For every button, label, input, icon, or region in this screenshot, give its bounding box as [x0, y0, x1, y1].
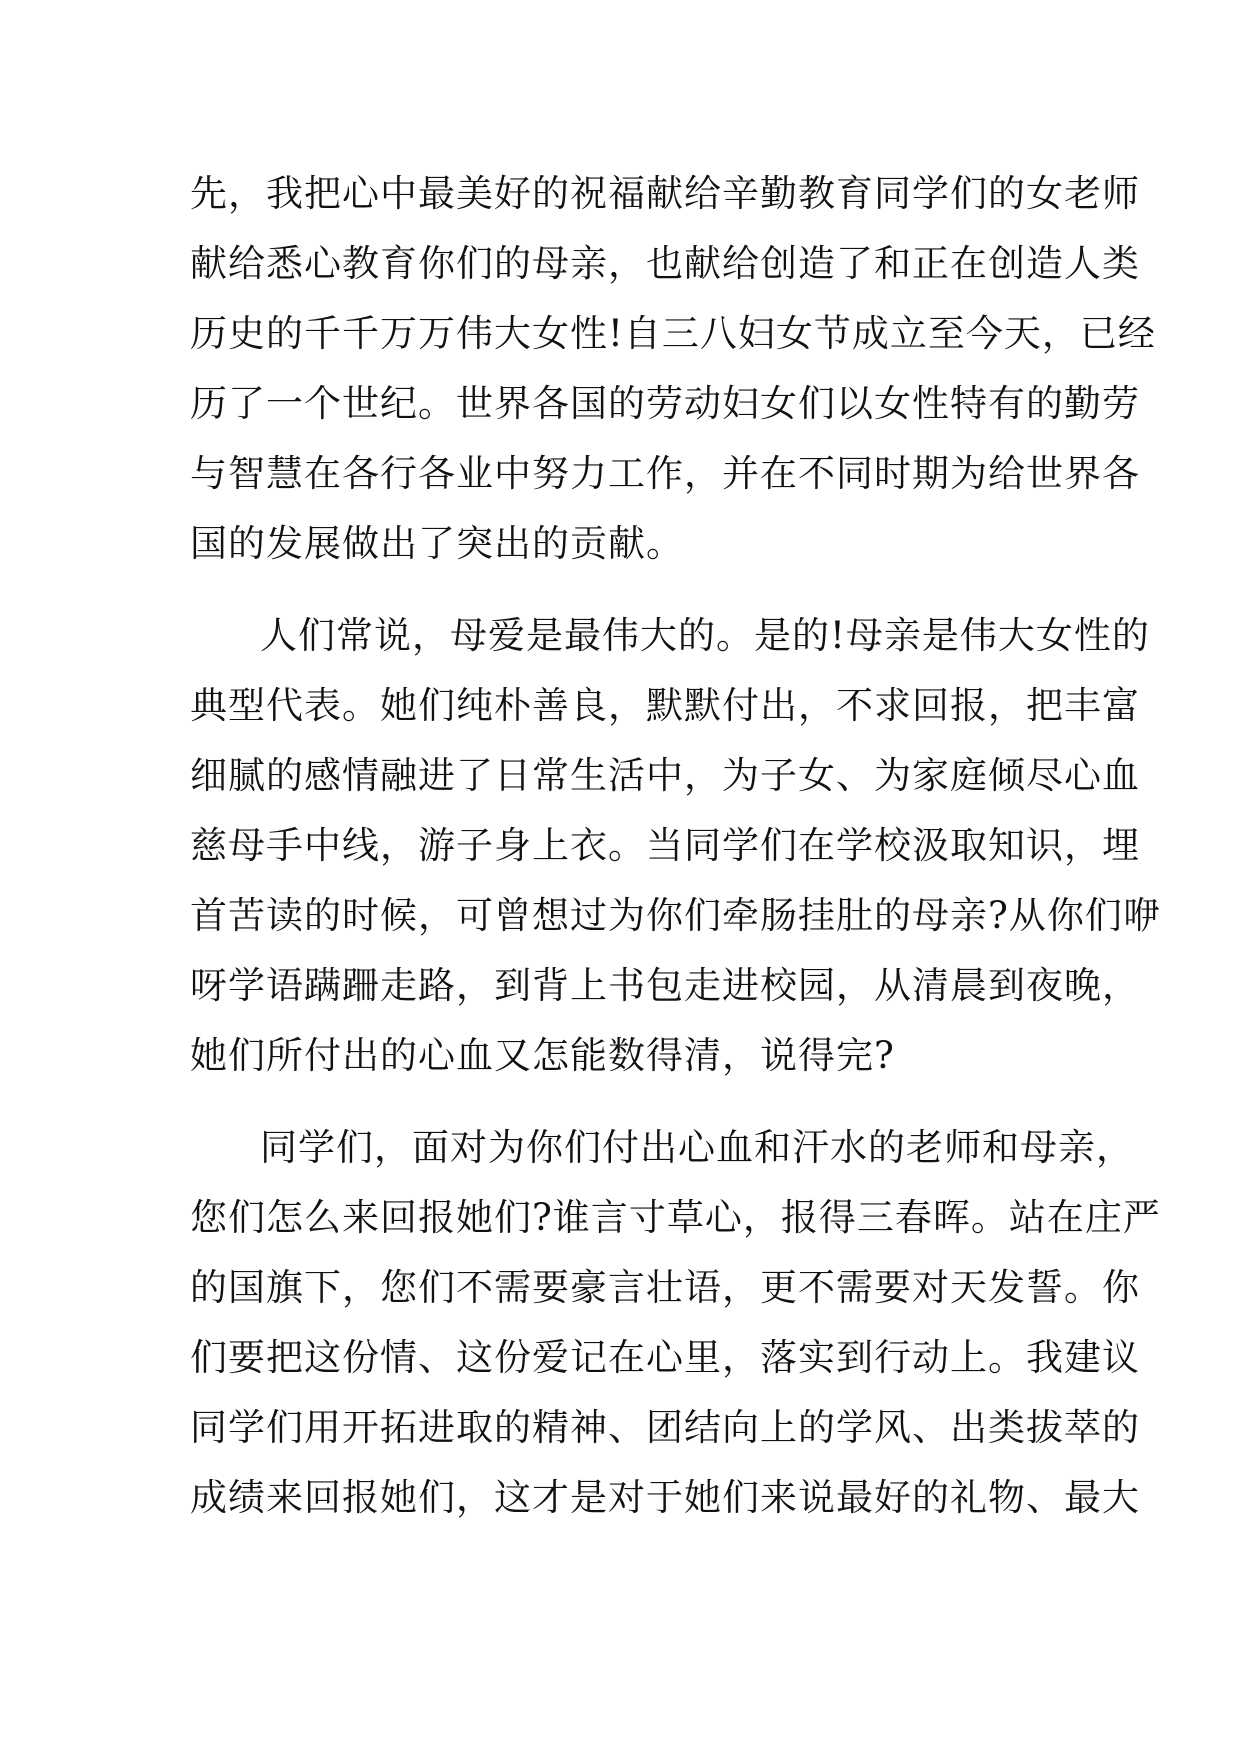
- text-line: 细腻的感情融进了日常生活中，为子女、为家庭倾尽心血: [190, 754, 1140, 797]
- text-line: 们要把这份情、这份爱记在心里，落实到行动上。我建议: [190, 1336, 1140, 1379]
- text-line: 先，我把心中最美好的祝福献给辛勤教育同学们的女老师: [190, 172, 1140, 215]
- text-line: 她们所付出的心血又怎能数得清，说得完?: [190, 1034, 895, 1077]
- paragraph-first-line: 同学们，面对为你们付出心血和汗水的老师和母亲，: [260, 1126, 1134, 1169]
- text-line: 典型代表。她们纯朴善良，默默付出，不求回报，把丰富: [190, 684, 1140, 727]
- text-line: 首苦读的时候，可曾想过为你们牵肠挂肚的母亲?从你们咿: [190, 894, 1161, 937]
- text-line: 与智慧在各行各业中努力工作，并在不同时期为给世界各: [190, 452, 1140, 495]
- text-line: 成绩来回报她们，这才是对于她们来说最好的礼物、最大: [190, 1476, 1140, 1519]
- text-line: 历了一个世纪。世界各国的劳动妇女们以女性特有的勤劳: [190, 382, 1140, 425]
- text-line: 历史的千千万万伟大女性!自三八妇女节成立至今天，已经: [190, 312, 1156, 355]
- text-line: 呀学语蹒跚走路，到背上书包走进校园，从清晨到夜晚，: [190, 964, 1140, 1007]
- text-line: 献给悉心教育你们的母亲，也献给创造了和正在创造人类: [190, 242, 1140, 285]
- text-line: 国的发展做出了突出的贡献。: [190, 522, 684, 565]
- paragraph-first-line: 人们常说，母爱是最伟大的。是的!母亲是伟大女性的: [260, 614, 1150, 657]
- text-line: 的国旗下，您们不需要豪言壮语，更不需要对天发誓。你: [190, 1266, 1140, 1309]
- text-line: 您们怎么来回报她们?谁言寸草心，报得三春晖。站在庄严: [190, 1196, 1161, 1239]
- text-line: 同学们用开拓进取的精神、团结向上的学风、出类拔萃的: [190, 1406, 1140, 1449]
- text-line: 慈母手中线，游子身上衣。当同学们在学校汲取知识，埋: [190, 824, 1140, 867]
